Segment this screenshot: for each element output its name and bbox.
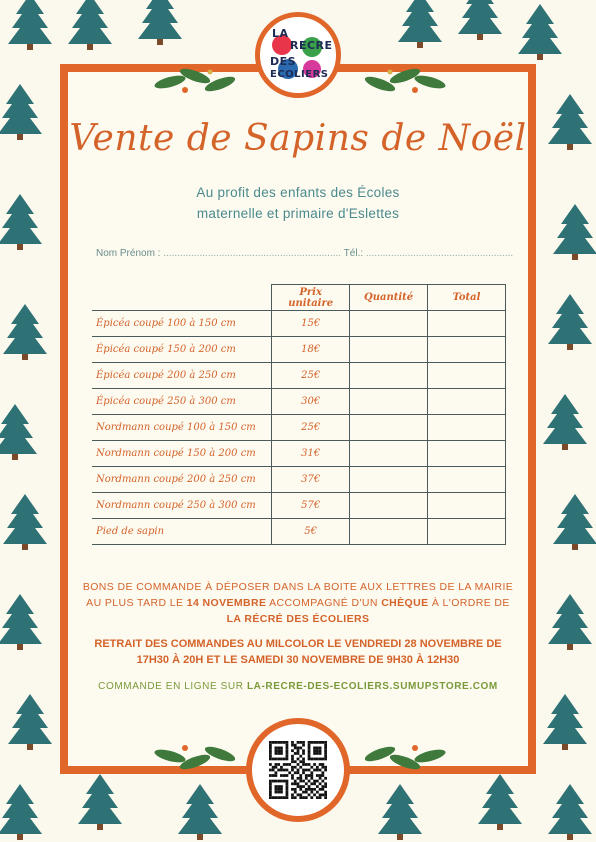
header-quantity: Quantité xyxy=(350,285,428,311)
tree-icon xyxy=(543,394,587,450)
quantity-cell[interactable] xyxy=(350,363,428,389)
subtitle-line-2: maternelle et primaire d'Eslettes xyxy=(196,206,400,221)
tree-icon xyxy=(548,294,592,350)
subtitle-line-1: Au profit des enfants des Écoles xyxy=(196,185,400,200)
tree-icon xyxy=(0,194,42,250)
table-row xyxy=(92,363,506,389)
total-cell[interactable] xyxy=(428,389,506,415)
quantity-cell[interactable] xyxy=(350,389,428,415)
tree-icon xyxy=(378,784,422,840)
order-table xyxy=(92,284,506,545)
pickup-line-2: 17H30 À 20H ET LE SAMEDI 30 NOVEMBRE DE 9H30 À 12H30 xyxy=(136,654,460,666)
quantity-cell[interactable] xyxy=(350,337,428,363)
unit-price: 57€ xyxy=(272,493,350,519)
tree-icon xyxy=(518,4,562,60)
tree-icon xyxy=(553,494,596,550)
name-label: Nom Prénom : xyxy=(96,248,161,259)
product-name: Nordmann coupé 100 à 150 cm xyxy=(92,415,272,441)
unit-price: 30€ xyxy=(272,389,350,415)
online-order-prefix: COMMANDE EN LIGNE SUR xyxy=(98,681,247,692)
table-row xyxy=(92,415,506,441)
online-order-info xyxy=(80,681,516,692)
table-row xyxy=(92,389,506,415)
tree-icon xyxy=(0,404,37,460)
tree-icon xyxy=(68,0,112,50)
logo-text-des: DES xyxy=(270,55,297,68)
quantity-cell[interactable] xyxy=(350,441,428,467)
quantity-cell[interactable] xyxy=(350,415,428,441)
deadline-date: 14 NOVEMBRE xyxy=(186,597,267,609)
tree-icon xyxy=(478,774,522,830)
qr-code-icon[interactable] xyxy=(269,741,327,799)
total-cell[interactable] xyxy=(428,441,506,467)
total-cell[interactable] xyxy=(428,363,506,389)
product-name: Épicéa coupé 100 à 150 cm xyxy=(92,311,272,337)
quantity-cell[interactable] xyxy=(350,311,428,337)
tree-icon xyxy=(3,304,47,360)
name-field[interactable]: ................................................................ xyxy=(163,248,342,259)
header-total: Total xyxy=(428,285,506,311)
contact-fields xyxy=(96,248,516,259)
store-link[interactable]: LA-RECRE-DES-ECOLIERS.SUMUPSTORE.COM xyxy=(246,681,498,692)
tree-icon xyxy=(8,694,52,750)
tree-icon xyxy=(548,94,592,150)
unit-price: 37€ xyxy=(272,467,350,493)
unit-price: 25€ xyxy=(272,415,350,441)
cheque-word: CHÈQUE xyxy=(381,597,429,609)
tree-icon xyxy=(178,784,222,840)
total-cell[interactable] xyxy=(428,337,506,363)
tree-icon xyxy=(548,784,592,840)
total-cell[interactable] xyxy=(428,519,506,545)
tree-icon xyxy=(3,494,47,550)
order-instructions xyxy=(80,579,516,627)
tree-icon xyxy=(0,594,42,650)
unit-price: 5€ xyxy=(272,519,350,545)
instructions-text-1: BONS DE COMMANDE À DÉPOSER DANS LA BOITE AUX LETTRES DE LA MAIRIE AU PLUS TARD LE xyxy=(82,581,514,609)
quantity-cell[interactable] xyxy=(350,493,428,519)
table-row xyxy=(92,467,506,493)
pickup-line-1: RETRAIT DES COMMANDES AU MILCOLOR LE VENDREDI 28 NOVEMBRE DE xyxy=(94,638,502,650)
quantity-cell[interactable] xyxy=(350,519,428,545)
logo xyxy=(255,12,341,98)
total-cell[interactable] xyxy=(428,493,506,519)
product-name: Nordmann coupé 250 à 300 cm xyxy=(92,493,272,519)
unit-price: 18€ xyxy=(272,337,350,363)
product-name: Épicéa coupé 150 à 200 cm xyxy=(92,337,272,363)
total-cell[interactable] xyxy=(428,311,506,337)
logo-text-la: LA xyxy=(272,27,289,40)
product-name: Nordmann coupé 200 à 250 cm xyxy=(92,467,272,493)
product-name: Épicéa coupé 200 à 250 cm xyxy=(92,363,272,389)
logo-text-recre: RECRE xyxy=(290,39,333,52)
tree-icon xyxy=(398,0,442,48)
logo-text-ecoliers: ECOLIERS xyxy=(270,69,329,80)
quantity-cell[interactable] xyxy=(350,467,428,493)
total-cell[interactable] xyxy=(428,467,506,493)
table-row xyxy=(92,493,506,519)
unit-price: 15€ xyxy=(272,311,350,337)
qr-code-badge xyxy=(246,718,350,822)
table-header-blank xyxy=(92,285,272,311)
tree-icon xyxy=(138,0,182,45)
instructions-text-2: ACCOMPAGNÉ D'UN xyxy=(266,597,382,609)
product-name: Épicéa coupé 250 à 300 cm xyxy=(92,389,272,415)
table-row xyxy=(92,311,506,337)
page-title: Vente de Sapins de Noël xyxy=(69,118,527,159)
tree-icon xyxy=(548,594,592,650)
tree-icon xyxy=(0,784,42,840)
tree-icon xyxy=(0,84,42,140)
tree-icon xyxy=(553,204,596,260)
tel-field[interactable]: ..................................................... xyxy=(365,248,514,259)
subtitle xyxy=(66,182,530,224)
table-row xyxy=(92,519,506,545)
product-name: Nordmann coupé 150 à 200 cm xyxy=(92,441,272,467)
product-name: Pied de sapin xyxy=(92,519,272,545)
pickup-info xyxy=(80,636,516,668)
unit-price: 31€ xyxy=(272,441,350,467)
tree-icon xyxy=(8,0,52,50)
tree-icon xyxy=(543,694,587,750)
organization-name: LA RÉCRÉ DES ÉCOLIERS xyxy=(226,613,370,625)
header-price: Prix unitaire xyxy=(272,285,350,311)
table-header-row xyxy=(92,285,506,311)
tree-icon xyxy=(458,0,502,40)
instructions-text-3: À L'ORDRE DE xyxy=(428,597,510,609)
tree-icon xyxy=(78,774,122,830)
unit-price: 25€ xyxy=(272,363,350,389)
table-row xyxy=(92,441,506,467)
table-row xyxy=(92,337,506,363)
total-cell[interactable] xyxy=(428,415,506,441)
tel-label: Tél.: xyxy=(343,248,364,259)
